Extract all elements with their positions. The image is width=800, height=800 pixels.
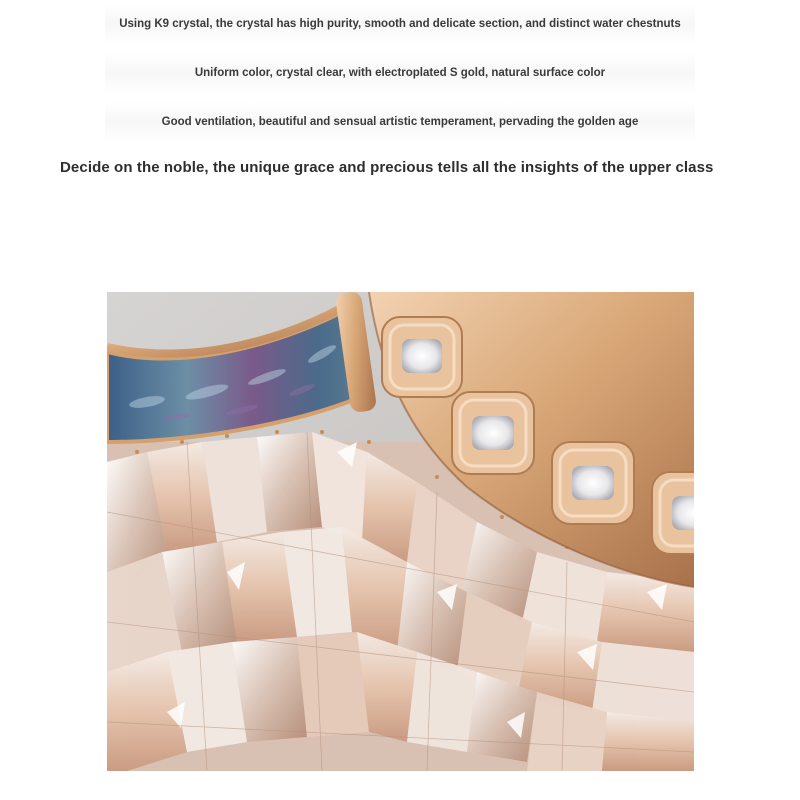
feature-line-2	[105, 53, 695, 93]
headline: Decide on the noble, the unique grace and precious tells all the insights of the upper class	[60, 159, 714, 176]
chandelier-closeup-photo	[107, 292, 694, 771]
feature-text-2: Uniform color, crystal clear, with electroplated S gold, natural surface color	[194, 67, 606, 79]
feature-line-3	[105, 102, 695, 142]
feature-text-3: Good ventilation, beautiful and sensual artistic temperament, pervading the golden age	[161, 116, 639, 128]
chandelier-illustration	[107, 292, 694, 771]
feature-line-1	[105, 4, 695, 44]
feature-text-1: Using K9 crystal, the crystal has high purity, smooth and delicate section, and distinct water chestnuts	[119, 18, 681, 30]
